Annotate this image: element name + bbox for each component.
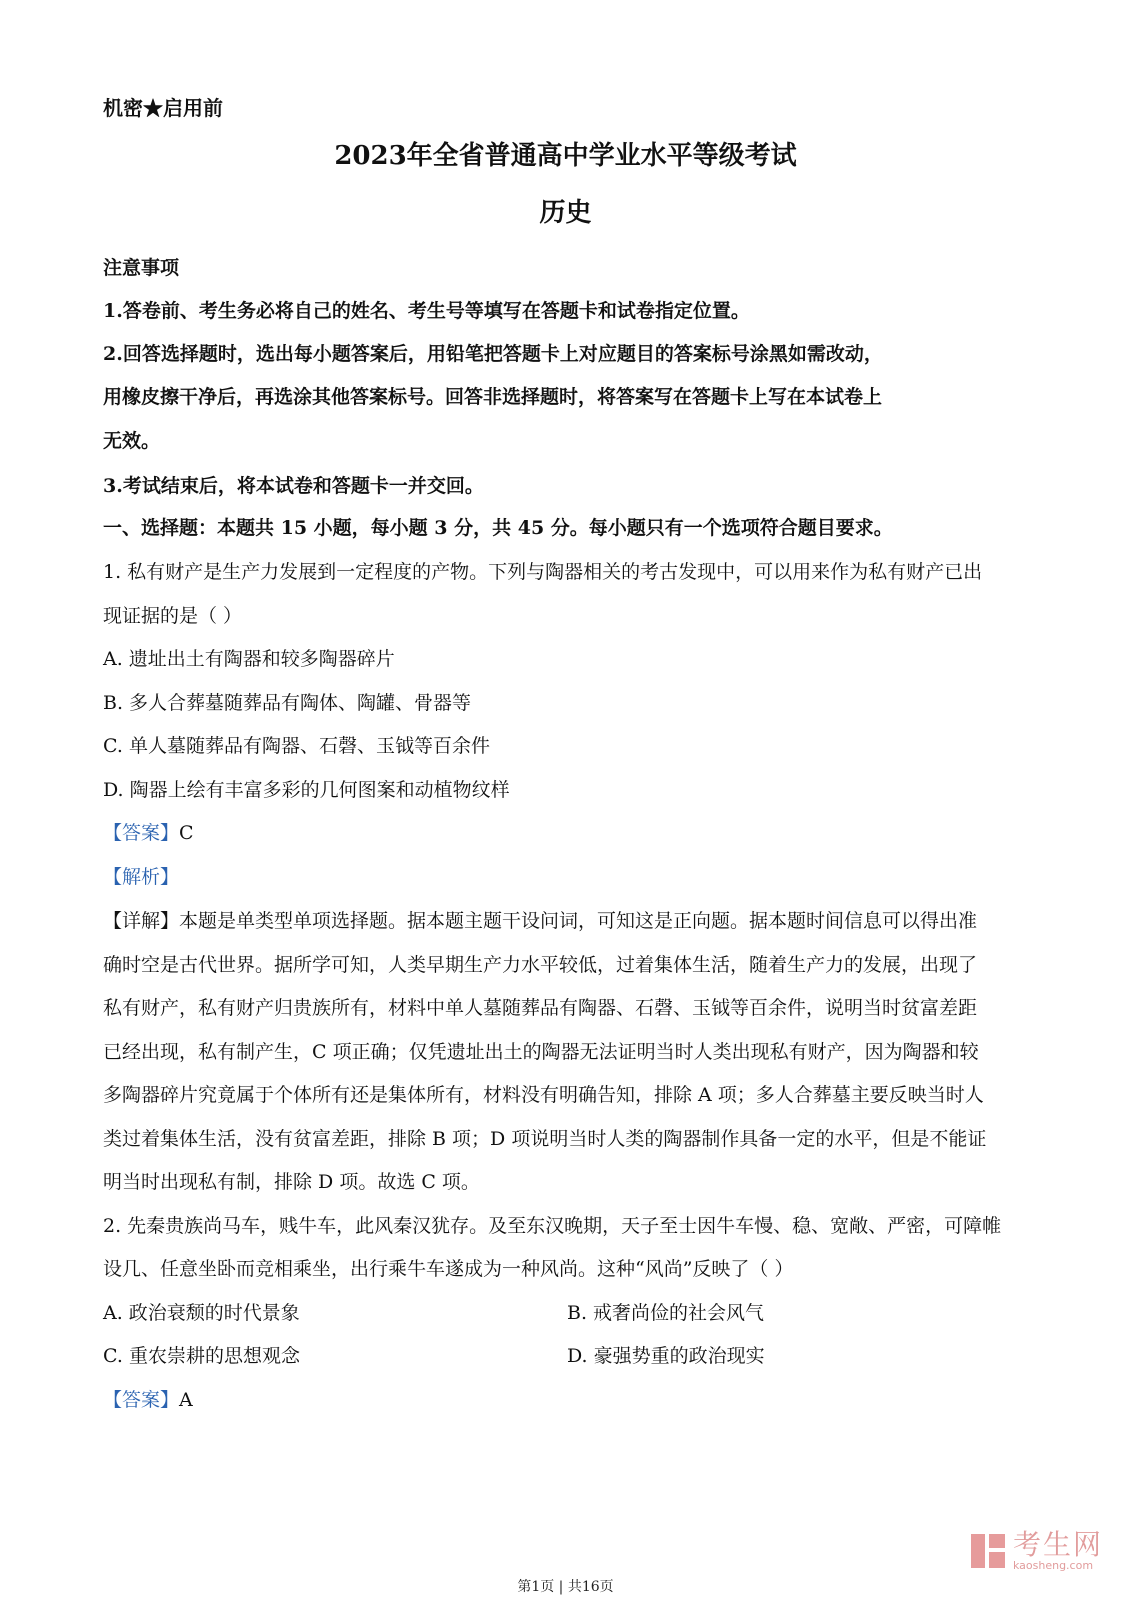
watermark-brand-cn: 考生网 — [1012, 1528, 1103, 1561]
secret-mark: 机密★启用前 — [103, 96, 223, 120]
note-item-3: 3.考试结束后，将本试卷和答题卡一并交回。 — [103, 475, 484, 497]
q2-option-a: A. 政治衰颓的时代景象 — [103, 1302, 300, 1324]
q1-option-a: A. 遗址出土有陶器和较多陶器碎片 — [103, 648, 395, 670]
q1-detail-line-1 — [103, 908, 1031, 934]
q1-answer — [103, 820, 1031, 846]
answer-tag: 【答案】 — [103, 822, 180, 844]
q1-stem-line-1: 1. 私有财产是生产力发展到一定程度的产物。下列与陶器相关的考古发现中，可以用来作为私有财产已出 — [103, 561, 983, 583]
kaosheng-logo-icon — [971, 1534, 1005, 1568]
q2-option-c: C. 重农崇耕的思想观念 — [103, 1345, 300, 1367]
watermark-brand-en: kaosheng.com — [1012, 1559, 1094, 1572]
q2-stem-line-1: 2. 先秦贵族尚马车，贱牛车，此风秦汉犹存。及至东汉晚期，天子至士因牛车慢、稳、宽敞、严密，可障帷 — [103, 1215, 1002, 1237]
section-heading: 一、选择题：本题共 15 小题，每小题 3 分，共 45 分。每小题只有一个选项符合题目要求。 — [103, 517, 893, 539]
kaosheng-watermark — [971, 1530, 1103, 1572]
q1-option-c: C. 单人墓随葬品有陶器、石磬、玉钺等百余件 — [103, 735, 490, 757]
q1-option-b: B. 多人合葬墓随葬品有陶体、陶罐、骨器等 — [103, 692, 472, 714]
note-item-2-line-2: 用橡皮擦干净后，再选涂其他答案标号。回答非选择题时，将答案写在答题卡上写在本试卷上 — [103, 386, 883, 408]
detail-text: 本题是单类型单项选择题。据本题主题干设问词，可知这是正向题。据本题时间信息可以得出准 — [179, 910, 978, 932]
analysis-tag: 【解析】 — [103, 866, 180, 888]
answer-tag: 【答案】 — [103, 1389, 180, 1411]
page-footer: 第1页 | 共16页 — [517, 1579, 614, 1595]
note-item-2-line-3: 无效。 — [103, 430, 161, 452]
q1-analysis — [103, 864, 1031, 890]
subject-title: 历史 — [539, 198, 592, 228]
note-item-1: 1.答卷前、考生务必将自己的姓名、考生号等填写在答题卡和试卷指定位置。 — [103, 300, 750, 322]
q1-detail-line-4: 已经出现，私有制产生，C 项正确；仅凭遗址出土的陶器无法证明当时人类出现私有财产，因为陶器和较 — [103, 1041, 979, 1063]
q1-detail-line-3: 私有财产，私有财产归贵族所有，材料中单人墓随葬品有陶器、石磬、玉钺等百余件，说明当时贫富差距 — [103, 997, 978, 1019]
watermark-text — [1013, 1530, 1103, 1572]
answer-value: A — [179, 1389, 193, 1411]
q2-answer — [103, 1387, 1031, 1413]
q2-option-b: B. 戒奢尚俭的社会风气 — [567, 1302, 765, 1324]
q2-stem-line-2: 设几、任意坐卧而竞相乘坐，出行乘牛车遂成为一种风尚。这种“风尚”反映了（ ） — [103, 1258, 794, 1280]
q1-detail-line-6: 类过着集体生活，没有贫富差距，排除 B 项；D 项说明当时人类的陶器制作具备一定的水平，但是不能证 — [103, 1128, 987, 1150]
note-item-2-line-1: 2.回答选择题时，选出每小题答案后，用铅笔把答题卡上对应题目的答案标号涂黑如需改动， — [103, 343, 883, 365]
q2-option-d: D. 豪强势重的政治现实 — [567, 1345, 765, 1367]
q1-detail-line-5: 多陶器碎片究竟属于个体所有还是集体所有，材料没有明确告知，排除 A 项；多人合葬墓主要反映当时人 — [103, 1084, 984, 1106]
q1-detail-line-2: 确时空是古代世界。据所学可知，人类早期生产力水平较低，过着集体生活，随着生产力的发展，出现了 — [103, 954, 978, 976]
answer-value: C — [179, 822, 194, 844]
detail-tag: 【详解】 — [103, 910, 180, 932]
q1-option-d: D. 陶器上绘有丰富多彩的几何图案和动植物纹样 — [103, 779, 510, 801]
q1-detail-line-7: 明当时出现私有制，排除 D 项。故选 C 项。 — [103, 1171, 480, 1193]
q1-stem-line-2: 现证据的是（ ） — [103, 605, 243, 627]
exam-title: 2023年全省普通高中学业水平等级考试 — [334, 141, 797, 171]
notes-heading: 注意事项 — [103, 257, 180, 279]
